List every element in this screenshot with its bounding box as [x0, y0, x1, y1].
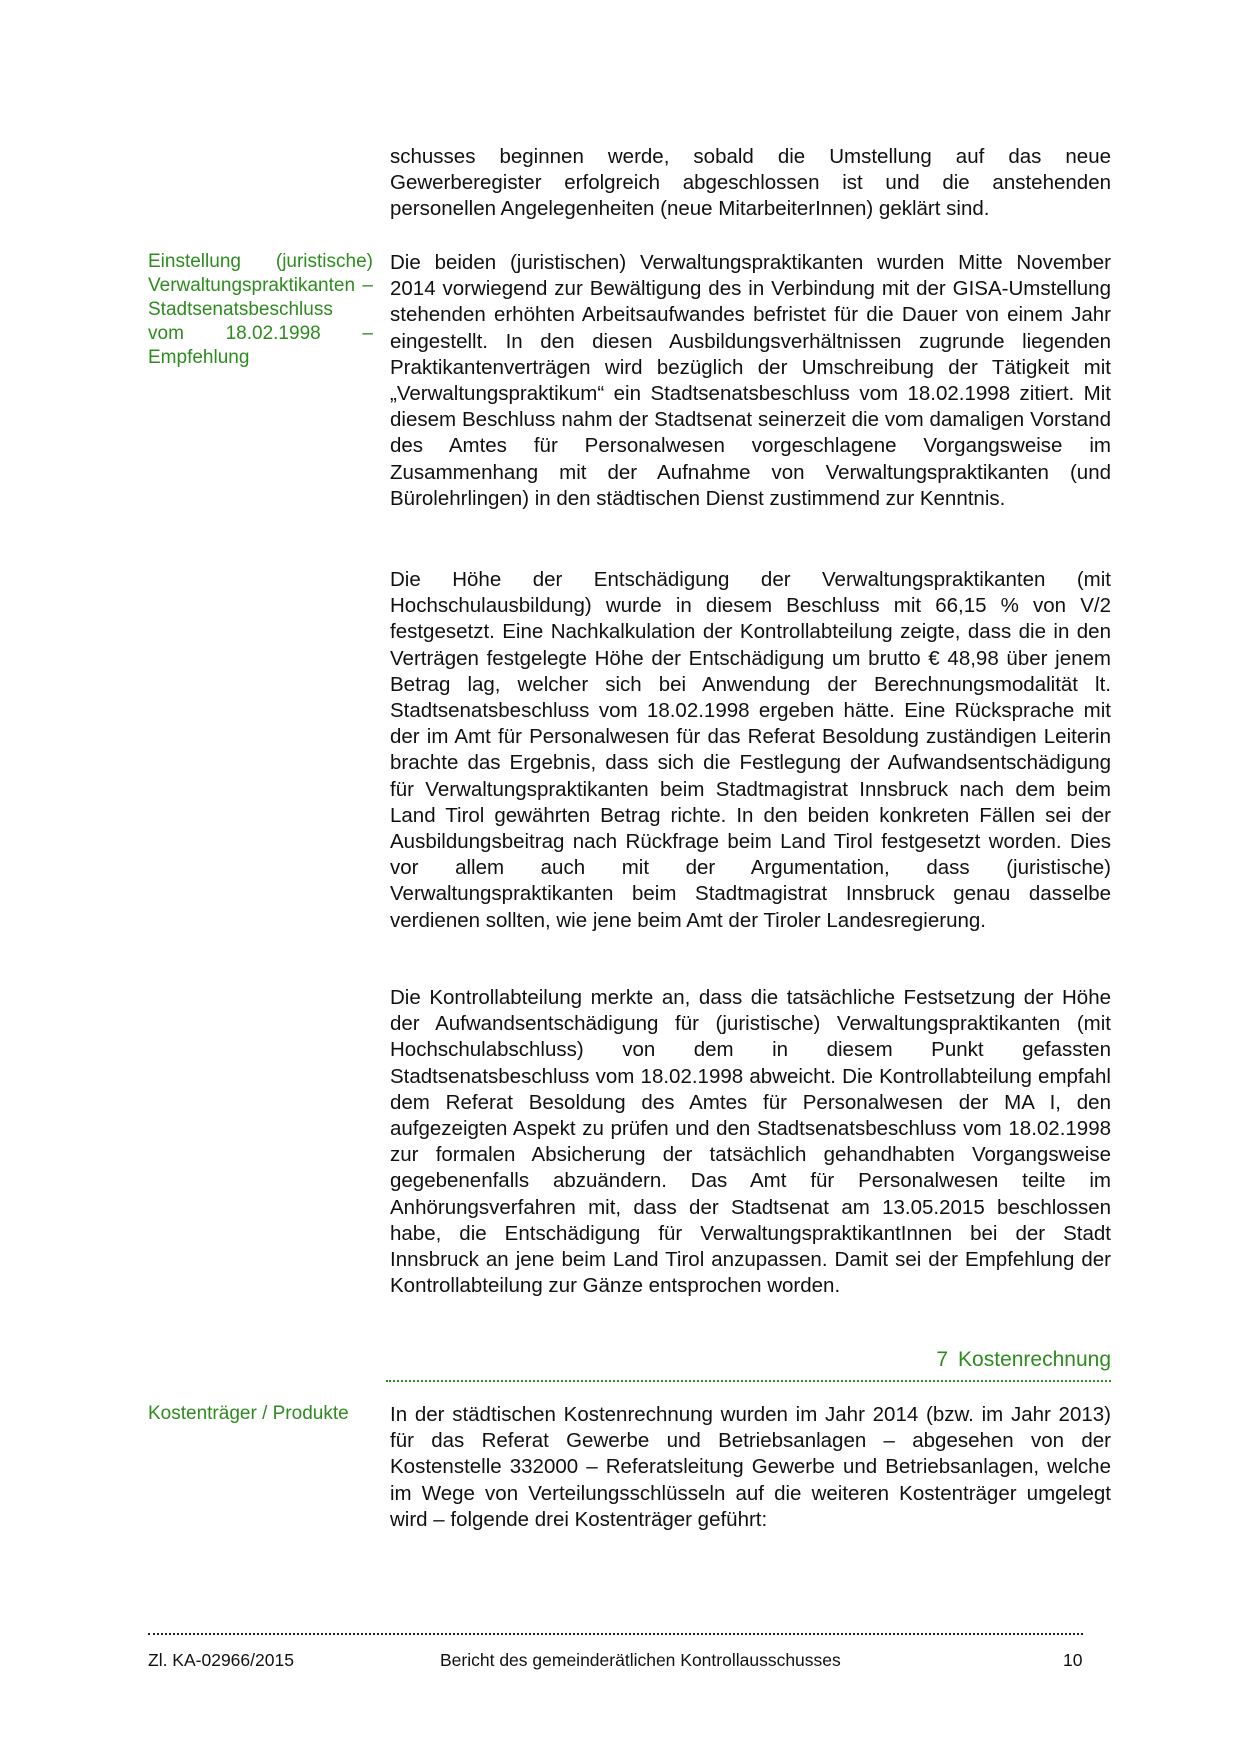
paragraph-praktikanten-1: Die beiden (juristischen) Verwaltungspraktikanten wurden Mitte November 2014 vorwiegend zur Bewältigung des in Verbindung mit der GISA-Umstellung stehenden erhöhten Arbeitsaufwandes befristet für die Dauer von einem Jahr eingestellt. In den diesen Ausbildungsverhältnissen zugrunde liegenden Praktikantenverträgen wird bezüglich der Umschreibung der Tätigkeit mit „Verwaltungspraktikum“ ein Stadtsenatsbeschluss vom 18.02.1998 zitiert. Mit diesem Beschluss nahm der Stadtsenat seinerzeit die vom damaligen Vorstand des Amtes für Personalwesen vorgeschlagene Vorgangsweise im Zusammenhang mit der Aufnahme von Verwaltungspraktikanten (und Bürolehrlingen) in den städtischen Dienst zustimmend zur Kenntnis. [390, 251, 1111, 510]
sidebar-label-praktikanten: Einstellung (juristische) Verwaltungspraktikanten – Stadtsenatsbeschluss vom 18.02.1998 – Empfehlung [148, 251, 373, 368]
footer-page-number: 10 [1063, 1650, 1083, 1670]
continuation-paragraph: schusses beginnen werde, sobald die Umstellung auf das neue Gewerberegister erfolgreich abgeschlossen ist und die anstehenden personellen Angelegenheiten (neue MitarbeiterInnen) geklärt sind. [390, 145, 1111, 221]
sidebar-label-kostentraeger: Kostenträger / Produkte [148, 1403, 349, 1424]
paragraph-kostentraeger: In der städtischen Kostenrechnung wurden im Jahr 2014 (bzw. im Jahr 2013) für das Referat Gewerbe und Betriebsanlagen – abgesehen von der Kostenstelle 332000 – Referatsleitung Gewerbe und Betriebsanlagen, welche im Wege von Verteilungsschlüsseln auf die weiteren Kostenträger umgelegt wird – folgende drei Kostenträger geführt: [390, 1403, 1111, 1531]
footer-title: Bericht des gemeinderätlichen Kontrollausschusses [440, 1650, 841, 1670]
paragraph-praktikanten-3: Die Kontrollabteilung merkte an, dass die tatsächliche Festsetzung der Höhe der Aufwandsentschädigung für (juristische) Verwaltungspraktikanten (mit Hochschulabschluss) von dem in diesem Punkt gefassten Stadtsenatsbeschluss vom 18.02.1998 abweicht. Die Kontrollabteilung empfahl dem Referat Besoldung des Amtes für Personalwesen der MA I, den aufgezeigten Aspekt zu prüfen und den Stadtsenatsbeschluss vom 18.02.1998 zur formalen Absicherung der tatsächlich gehandhabten Vorgangsweise gegebenenfalls abzuändern. Das Amt für Personalwesen teilte im Anhörungsverfahren mit, dass der Stadtsenat am 13.05.2015 beschlossen habe, die Entschädigung für VerwaltungspraktikantInnen bei der Stadt Innsbruck an jene beim Land Tirol anzupassen. Damit sei der Empfehlung der Kontrollabteilung zur Gänze entsprochen worden. [390, 986, 1111, 1298]
section-number: 7 [936, 1348, 949, 1371]
section-heading-kostenrechnung [386, 1347, 1111, 1373]
section-divider [386, 1380, 1111, 1382]
footer-reference: Zl. KA-02966/2015 [148, 1650, 294, 1670]
section-title: Kostenrechnung [958, 1348, 1111, 1371]
footer-divider [148, 1633, 1083, 1635]
paragraph-praktikanten-2: Die Höhe der Entschädigung der Verwaltungspraktikanten (mit Hochschulausbildung) wurde in diesem Beschluss mit 66,15 % von V/2 festgesetzt. Eine Nachkalkulation der Kontrollabteilung zeigte, dass die in den Verträgen festgelegte Höhe der Entschädigung um brutto € 48,98 über jenem Betrag lag, welcher sich bei Anwendung der Berechnungsmodalität lt. Stadtsenatsbeschluss vom 18.02.1998 ergeben hätte. Eine Rücksprache mit der im Amt für Personalwesen für das Referat Besoldung zuständigen Leiterin brachte das Ergebnis, dass sich die Festlegung der Aufwandsentschädigung für Verwaltungspraktikanten beim Stadtmagistrat Innsbruck nach dem beim Land Tirol gewährten Betrag richte. In den beiden konkreten Fällen sei der Ausbildungsbeitrag nach Rückfrage beim Land Tirol festgesetzt worden. Dies vor allem auch mit der Argumentation, dass (juristische) Verwaltungspraktikanten beim Stadtmagistrat Innsbruck genau dasselbe verdienen sollten, wie jene beim Amt der Tiroler Landesregierung. [390, 568, 1111, 932]
